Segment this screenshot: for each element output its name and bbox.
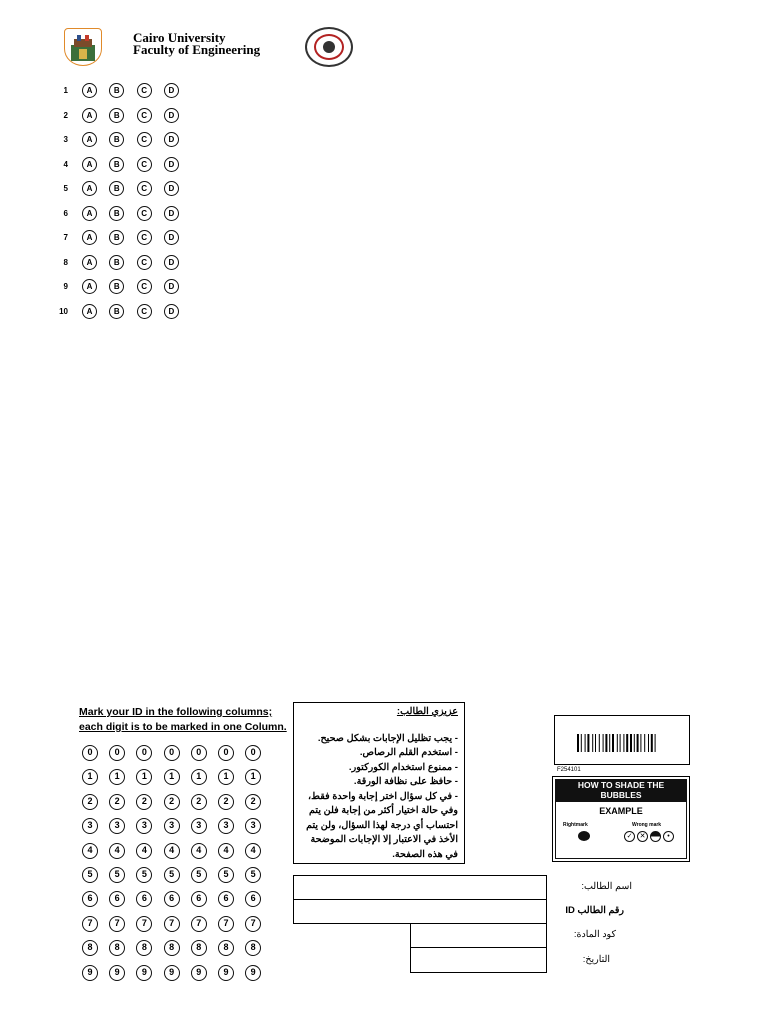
id-digit-bubble[interactable]: 1 xyxy=(109,769,125,785)
answer-bubble-b[interactable]: B xyxy=(109,206,124,221)
id-digit-bubble[interactable]: 5 xyxy=(82,867,98,883)
instruction-line: - حافظ على نظافة الورقة. xyxy=(353,776,458,787)
date-label: التاريخ: xyxy=(582,954,610,965)
id-digit-bubble[interactable]: 1 xyxy=(82,769,98,785)
answer-bubble-b[interactable]: B xyxy=(109,279,124,294)
answer-bubble-a[interactable]: A xyxy=(82,83,97,98)
answer-bubble-d[interactable]: D xyxy=(164,132,179,147)
id-digit-bubble[interactable]: 8 xyxy=(245,940,261,956)
check-bubble-icon: ✓ xyxy=(624,831,635,842)
answer-bubble-b[interactable]: B xyxy=(109,83,124,98)
barcode-number: F254101 xyxy=(557,767,581,773)
student-name-field[interactable] xyxy=(293,875,547,900)
id-instructions xyxy=(79,705,287,735)
shade-guide-title-line2: BUBBLES xyxy=(600,790,642,800)
id-digit-bubble[interactable]: 1 xyxy=(136,769,152,785)
id-digit-bubble[interactable]: 3 xyxy=(164,818,180,834)
cross-bubble-icon: ✕ xyxy=(637,831,648,842)
university-seal xyxy=(305,27,353,67)
filled-bubble-icon xyxy=(578,831,590,841)
instruction-line: - استخدم القلم الرصاص. xyxy=(359,747,458,758)
answer-bubble-d[interactable]: D xyxy=(164,108,179,123)
id-digit-bubble[interactable]: 9 xyxy=(82,965,98,981)
answer-bubble-c[interactable]: C xyxy=(137,83,152,98)
id-digit-bubble[interactable]: 4 xyxy=(164,843,180,859)
id-digit-bubble[interactable]: 8 xyxy=(218,940,234,956)
question-number: 5 xyxy=(63,184,68,193)
question-number: 1 xyxy=(63,86,68,95)
date-field[interactable] xyxy=(410,947,547,973)
id-digit-bubble[interactable]: 4 xyxy=(218,843,234,859)
answer-bubble-b[interactable]: B xyxy=(109,230,124,245)
shade-example-panel xyxy=(555,801,687,859)
id-digit-bubble[interactable]: 2 xyxy=(218,794,234,810)
question-number: 2 xyxy=(63,110,68,120)
shade-guide-title xyxy=(555,779,687,802)
shade-guide xyxy=(552,776,690,862)
id-digit-bubble[interactable]: 8 xyxy=(109,940,125,956)
answer-bubble-a[interactable]: A xyxy=(82,206,97,221)
question-number: 3 xyxy=(63,135,68,144)
id-digit-bubble[interactable]: 9 xyxy=(109,965,125,981)
answer-bubble-c[interactable]: C xyxy=(137,181,152,196)
id-digit-bubble[interactable]: 4 xyxy=(109,843,125,859)
id-digit-bubble[interactable]: 0 xyxy=(136,745,152,761)
id-digit-bubble[interactable]: 8 xyxy=(82,940,98,956)
id-digit-bubble[interactable]: 0 xyxy=(245,745,261,761)
id-digit-bubble[interactable]: 3 xyxy=(218,818,234,834)
answer-bubble-c[interactable]: C xyxy=(137,108,152,123)
barcode-icon xyxy=(555,716,689,764)
id-digit-bubble[interactable]: 9 xyxy=(191,965,207,981)
id-digit-bubble[interactable]: 5 xyxy=(245,867,261,883)
answer-bubble-b[interactable]: B xyxy=(109,108,124,123)
id-digit-bubble[interactable]: 7 xyxy=(245,916,261,932)
id-digit-bubble[interactable]: 9 xyxy=(164,965,180,981)
answer-bubble-a[interactable]: A xyxy=(82,304,97,319)
id-digit-bubble[interactable]: 2 xyxy=(164,794,180,810)
answer-bubble-b[interactable]: B xyxy=(109,304,124,319)
instruction-line: - يجب تظليل الإجابات بشكل صحيح. xyxy=(317,732,458,744)
answer-bubble-b[interactable]: B xyxy=(109,157,124,172)
university-header xyxy=(133,32,260,56)
id-digit-bubble[interactable]: 1 xyxy=(191,769,207,785)
answer-bubble-c[interactable]: C xyxy=(137,157,152,172)
answer-bubble-a[interactable]: A xyxy=(82,279,97,294)
answer-bubble-a[interactable]: A xyxy=(82,108,97,123)
question-number: 7 xyxy=(63,233,68,242)
id-digit-bubble[interactable]: 4 xyxy=(136,843,152,859)
answer-bubble-a[interactable]: A xyxy=(82,181,97,196)
answer-bubble-c[interactable]: C xyxy=(137,206,152,221)
answer-bubble-a[interactable]: A xyxy=(82,255,97,270)
id-digit-bubble[interactable]: 4 xyxy=(191,843,207,859)
university-name: Cairo University xyxy=(133,30,226,45)
answer-bubble-b[interactable]: B xyxy=(109,132,124,147)
faculty-name: Faculty of Engineering xyxy=(133,42,261,57)
id-digit-bubble[interactable]: 7 xyxy=(218,916,234,932)
id-digit-bubble[interactable]: 1 xyxy=(218,769,234,785)
id-digit-bubble[interactable]: 5 xyxy=(191,867,207,883)
id-digit-bubble[interactable]: 9 xyxy=(136,965,152,981)
id-digit-bubble[interactable]: 5 xyxy=(218,867,234,883)
id-digit-bubble[interactable]: 3 xyxy=(191,818,207,834)
id-digit-bubble[interactable]: 4 xyxy=(245,843,261,859)
shade-guide-title-line1: HOW TO SHADE THE xyxy=(577,780,665,790)
id-digit-bubble[interactable]: 1 xyxy=(164,769,180,785)
id-digit-bubble[interactable]: 0 xyxy=(164,745,180,761)
id-digit-bubble[interactable]: 3 xyxy=(136,818,152,834)
id-digit-bubble[interactable]: 2 xyxy=(109,794,125,810)
answer-bubble-d[interactable]: D xyxy=(164,157,179,172)
id-digit-bubble[interactable]: 6 xyxy=(218,891,234,907)
id-digit-bubble[interactable]: 2 xyxy=(136,794,152,810)
id-digit-bubble[interactable]: 5 xyxy=(136,867,152,883)
answer-bubble-d[interactable]: D xyxy=(164,279,179,294)
id-digit-bubble[interactable]: 6 xyxy=(191,891,207,907)
answer-bubble-b[interactable]: B xyxy=(109,255,124,270)
answer-bubble-d[interactable]: D xyxy=(164,255,179,270)
id-digit-bubble[interactable]: 2 xyxy=(245,794,261,810)
id-digit-bubble[interactable]: 1 xyxy=(245,769,261,785)
id-digit-bubble[interactable]: 7 xyxy=(191,916,207,932)
course-code-label: كود المادة: xyxy=(573,929,616,940)
id-digit-bubble[interactable]: 8 xyxy=(164,940,180,956)
id-digit-bubble[interactable]: 6 xyxy=(164,891,180,907)
question-number: 9 xyxy=(63,282,68,291)
id-digit-bubble[interactable]: 8 xyxy=(191,940,207,956)
id-digit-bubble[interactable]: 2 xyxy=(191,794,207,810)
id-instructions-line2: each digit is to be marked in one Column. xyxy=(79,721,287,733)
right-mark-label: Rightmark xyxy=(563,822,588,828)
id-digit-bubble[interactable]: 0 xyxy=(191,745,207,761)
question-number: 6 xyxy=(63,208,68,218)
answer-bubble-d[interactable]: D xyxy=(164,304,179,319)
half-bubble-icon xyxy=(650,831,661,842)
answer-bubble-d[interactable]: D xyxy=(164,83,179,98)
id-digit-bubble[interactable]: 7 xyxy=(109,916,125,932)
student-id-field[interactable] xyxy=(293,899,547,924)
id-digit-bubble[interactable]: 5 xyxy=(109,867,125,883)
id-digit-bubble[interactable]: 7 xyxy=(164,916,180,932)
answer-bubble-d[interactable]: D xyxy=(164,230,179,245)
answer-bubble-c[interactable]: C xyxy=(137,132,152,147)
answer-bubble-b[interactable]: B xyxy=(109,181,124,196)
id-digit-bubble[interactable]: 6 xyxy=(109,891,125,907)
id-digit-bubble[interactable]: 0 xyxy=(109,745,125,761)
id-digit-bubble[interactable]: 9 xyxy=(245,965,261,981)
answer-bubble-d[interactable]: D xyxy=(164,181,179,196)
id-digit-bubble[interactable]: 3 xyxy=(82,818,98,834)
student-id-label: رقم الطالب ID xyxy=(565,905,624,916)
id-digit-bubble[interactable]: 7 xyxy=(136,916,152,932)
instruction-line: - في كل سؤال اختر إجابة واحدة فقط، وفي حالة اختيار أكثر من إجابة فلن يتم احتساب أي درجة لهذا السؤال، ولن يتم الأخذ في الاعتبار إلا الإجابات الموضحة في هذه الصفحة. xyxy=(306,790,458,860)
id-digit-bubble[interactable]: 7 xyxy=(82,916,98,932)
id-digit-bubble[interactable]: 0 xyxy=(218,745,234,761)
id-digit-bubble[interactable]: 6 xyxy=(245,891,261,907)
answer-bubble-c[interactable]: C xyxy=(137,255,152,270)
wrong-mark-label: Wrong mark xyxy=(632,822,662,828)
id-instructions-line1: Mark your ID in the following columns; xyxy=(79,706,273,718)
student-instructions-box xyxy=(293,702,465,864)
instructions-title: عزيزي الطالب: xyxy=(396,706,458,717)
course-code-field[interactable] xyxy=(410,923,547,948)
id-digit-bubble[interactable]: 0 xyxy=(82,745,98,761)
answer-bubble-a[interactable]: A xyxy=(82,132,97,147)
example-label: EXAMPLE xyxy=(599,806,643,816)
id-digit-bubble[interactable]: 6 xyxy=(82,891,98,907)
student-name-label: اسم الطالب: xyxy=(581,881,632,892)
barcode-box xyxy=(554,715,690,765)
question-number: 10 xyxy=(59,306,68,316)
answer-bubble-d[interactable]: D xyxy=(164,206,179,221)
id-digit-bubble[interactable]: 8 xyxy=(136,940,152,956)
answer-bubble-c[interactable]: C xyxy=(137,304,152,319)
faculty-logo xyxy=(64,28,102,66)
id-digit-bubble[interactable]: 4 xyxy=(82,843,98,859)
id-digit-bubble[interactable]: 5 xyxy=(164,867,180,883)
id-digit-bubble[interactable]: 6 xyxy=(136,891,152,907)
question-number: 8 xyxy=(63,257,68,267)
answer-bubble-a[interactable]: A xyxy=(82,157,97,172)
id-digit-bubble[interactable]: 9 xyxy=(218,965,234,981)
instruction-line: - ممنوع استخدام الكوركتور. xyxy=(348,761,458,773)
id-digit-bubble[interactable]: 2 xyxy=(82,794,98,810)
question-number: 4 xyxy=(63,159,68,169)
answer-bubble-c[interactable]: C xyxy=(137,279,152,294)
id-digit-bubble[interactable]: 3 xyxy=(109,818,125,834)
dot-bubble-icon: • xyxy=(663,831,674,842)
id-digit-bubble[interactable]: 3 xyxy=(245,818,261,834)
answer-bubble-c[interactable]: C xyxy=(137,230,152,245)
answer-bubble-a[interactable]: A xyxy=(82,230,97,245)
